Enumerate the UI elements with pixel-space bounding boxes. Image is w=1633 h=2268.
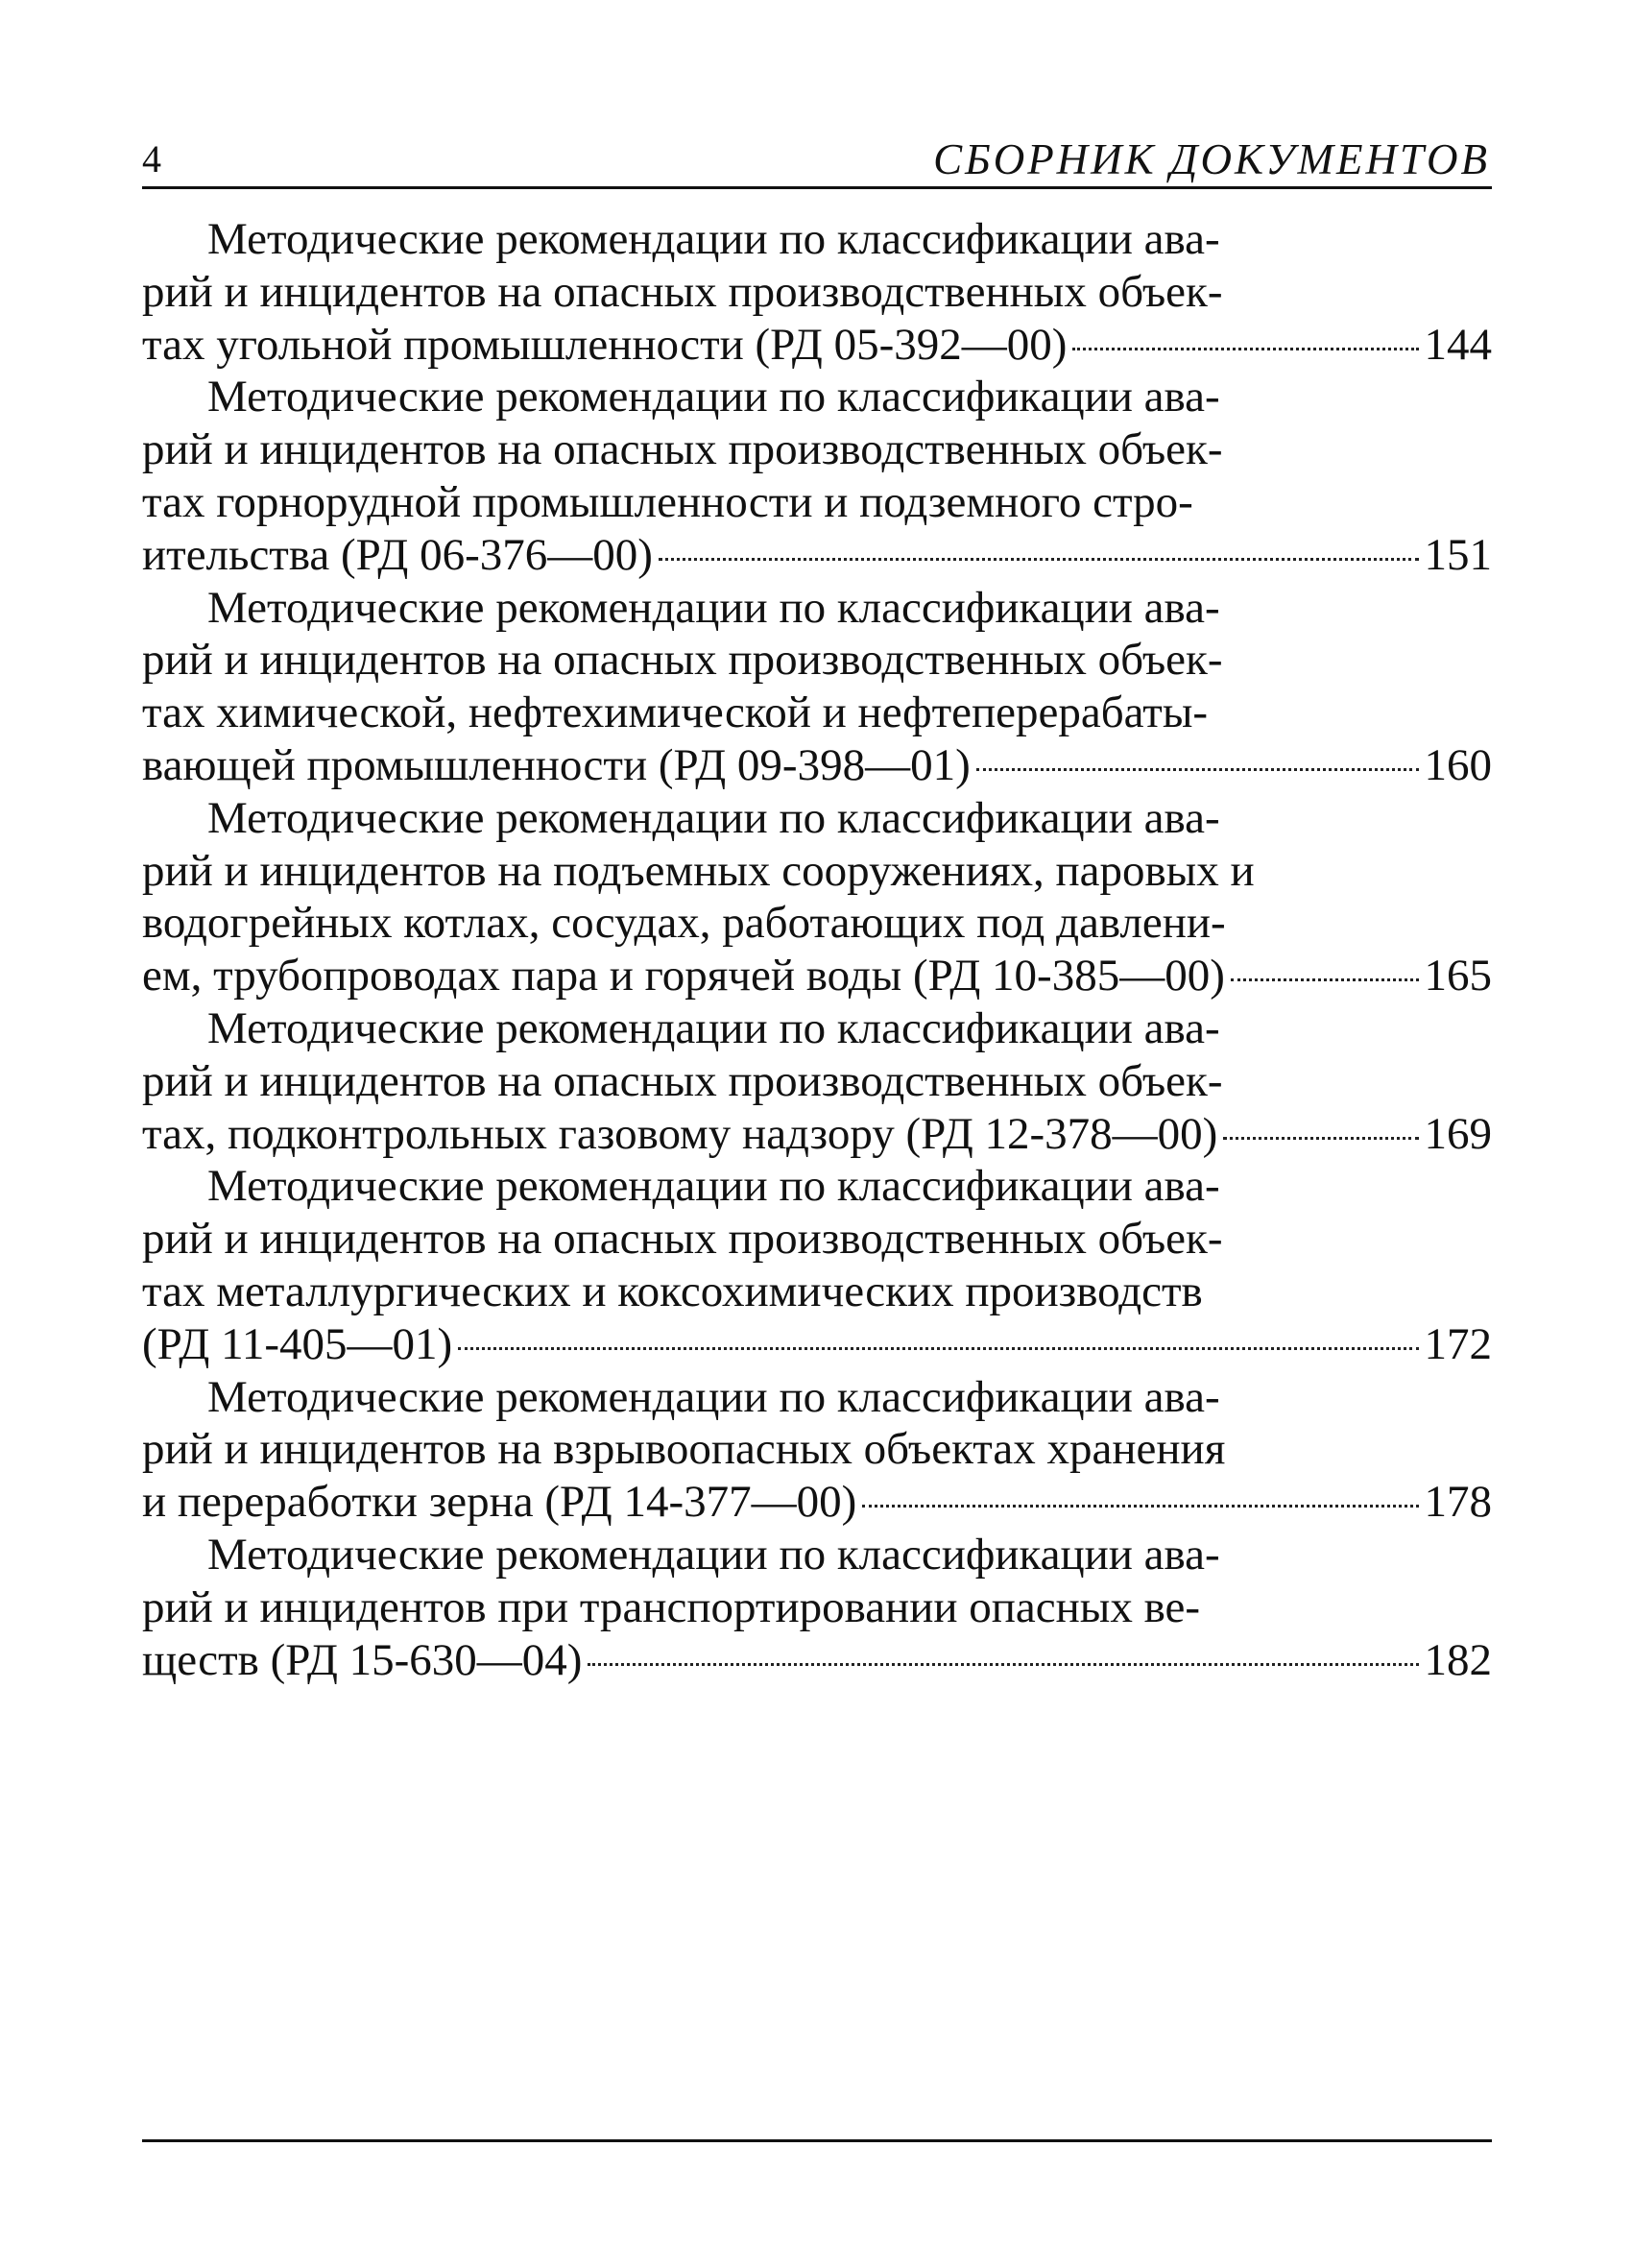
toc-entry-line [142,634,1492,687]
toc-entry-line [142,319,1492,372]
toc-page-number: 165 [1424,951,1492,1001]
toc-entry-text: рий и инцидентов на подъемных сооружениях, паровых и [142,845,1255,896]
toc-entry-text: рий и инцидентов на опасных производственных объек- [142,424,1223,475]
dot-leader [1231,978,1419,981]
toc-entry-text: Методические рекомендации по классификации ава- [207,792,1220,843]
toc-entry-text: Методические рекомендации по классификации ава- [207,1002,1220,1053]
dot-leader [588,1663,1418,1666]
toc-entry-line [142,1476,1492,1529]
toc-entry-line [142,1371,1492,1424]
toc-entry-line [142,1581,1492,1634]
toc-entry-text: Методические рекомендации по классификации ава- [207,1371,1220,1422]
toc-entry-text: Методические рекомендации по классификации ава- [207,372,1220,422]
page-number: 4 [142,137,161,181]
toc-entry-text: тах, подконтрольных газовому надзору (РД 12-378—00) [142,1108,1218,1159]
toc-entry-text: ем, трубопроводах пара и горячей воды (РД 10-385—00) [142,951,1225,1001]
toc-entry-text: рий и инцидентов на опасных производственных объек- [142,1214,1223,1265]
toc-entry-line [142,1002,1492,1055]
toc-entry-line [142,266,1492,319]
toc-entry-text: и переработки зерна (РД 14-377—00) [142,1477,857,1528]
toc-page-number: 182 [1424,1634,1492,1685]
toc-page-number: 160 [1424,739,1492,790]
toc-entry-text: тах металлургических и коксохимических производств [142,1266,1203,1316]
toc-entry-text: рий и инцидентов на взрывоопасных объектах хранения [142,1424,1226,1475]
toc-entry-text: Методические рекомендации по классификации ава- [207,1529,1220,1580]
toc-page-number: 172 [1424,1318,1492,1369]
toc-entry-line [142,1213,1492,1266]
toc-entry [142,792,1492,1002]
toc-entry [142,371,1492,581]
toc-entry-line [142,1055,1492,1108]
toc-entry-text: рий и инцидентов на опасных производственных объек- [142,266,1223,317]
toc-entry-line [142,1529,1492,1581]
toc-entry-line [142,213,1492,266]
dot-leader [976,768,1419,771]
toc-entry-text: вающей промышленности (РД 09-398—01) [142,739,971,790]
toc-entry-line [142,529,1492,582]
toc-entry [142,213,1492,371]
toc-entry-line [142,1634,1492,1687]
toc-page-number: 144 [1424,319,1492,370]
running-header [142,136,1492,189]
toc-entry [142,1371,1492,1529]
toc-entry-text: Методические рекомендации по классификации ава- [207,1161,1220,1212]
toc-entry-text: водогрейных котлах, сосудах, работающих под давлени- [142,898,1226,949]
toc-page-number: 151 [1424,529,1492,580]
toc-page-number: 178 [1424,1477,1492,1528]
toc-entry-line [142,1423,1492,1476]
toc-entry-line [142,1160,1492,1213]
dot-leader [458,1347,1418,1350]
dot-leader [1072,348,1418,350]
table-of-contents [142,213,1492,1686]
dot-leader [862,1505,1418,1508]
toc-entry-line [142,423,1492,476]
toc-entry-text: Методические рекомендации по классификации ава- [207,582,1220,633]
footer-rule [142,2139,1492,2142]
toc-entry-line [142,897,1492,950]
toc-entry-text: рий и инцидентов при транспортировании опасных ве- [142,1581,1201,1632]
toc-entry [142,582,1492,792]
toc-entry-line [142,1108,1492,1161]
dot-leader [1223,1137,1418,1140]
toc-entry-text: ществ (РД 15-630—04) [142,1634,583,1685]
toc-entry-line [142,371,1492,423]
toc-entry-line [142,950,1492,1002]
toc-entry-line [142,739,1492,792]
toc-entry-line [142,1318,1492,1371]
toc-entry-line [142,1266,1492,1318]
toc-entry-text: Методические рекомендации по классификации ава- [207,214,1220,264]
toc-entry-text: тах горнорудной промышленности и подземного стро- [142,476,1193,527]
toc-entry-line [142,476,1492,529]
collection-title: СБОРНИК ДОКУМЕНТОВ [933,135,1490,183]
toc-entry-text: тах химической, нефтехимической и нефтеперерабаты- [142,688,1209,738]
toc-entry [142,1002,1492,1160]
toc-entry-line [142,582,1492,635]
toc-entry [142,1529,1492,1686]
toc-page-number: 169 [1424,1108,1492,1159]
toc-entry-text: рий и инцидентов на опасных производственных объек- [142,635,1223,686]
toc-entry-line [142,845,1492,898]
toc-entry [142,1160,1492,1370]
toc-entry-text: ительства (РД 06-376—00) [142,529,653,580]
dot-leader [659,558,1419,561]
toc-entry-line [142,687,1492,739]
toc-entry-text: (РД 11-405—01) [142,1318,453,1369]
toc-entry-line [142,792,1492,845]
toc-entry-text: рий и инцидентов на опасных производственных объек- [142,1055,1223,1106]
toc-entry-text: тах угольной промышленности (РД 05-392—00) [142,319,1068,370]
